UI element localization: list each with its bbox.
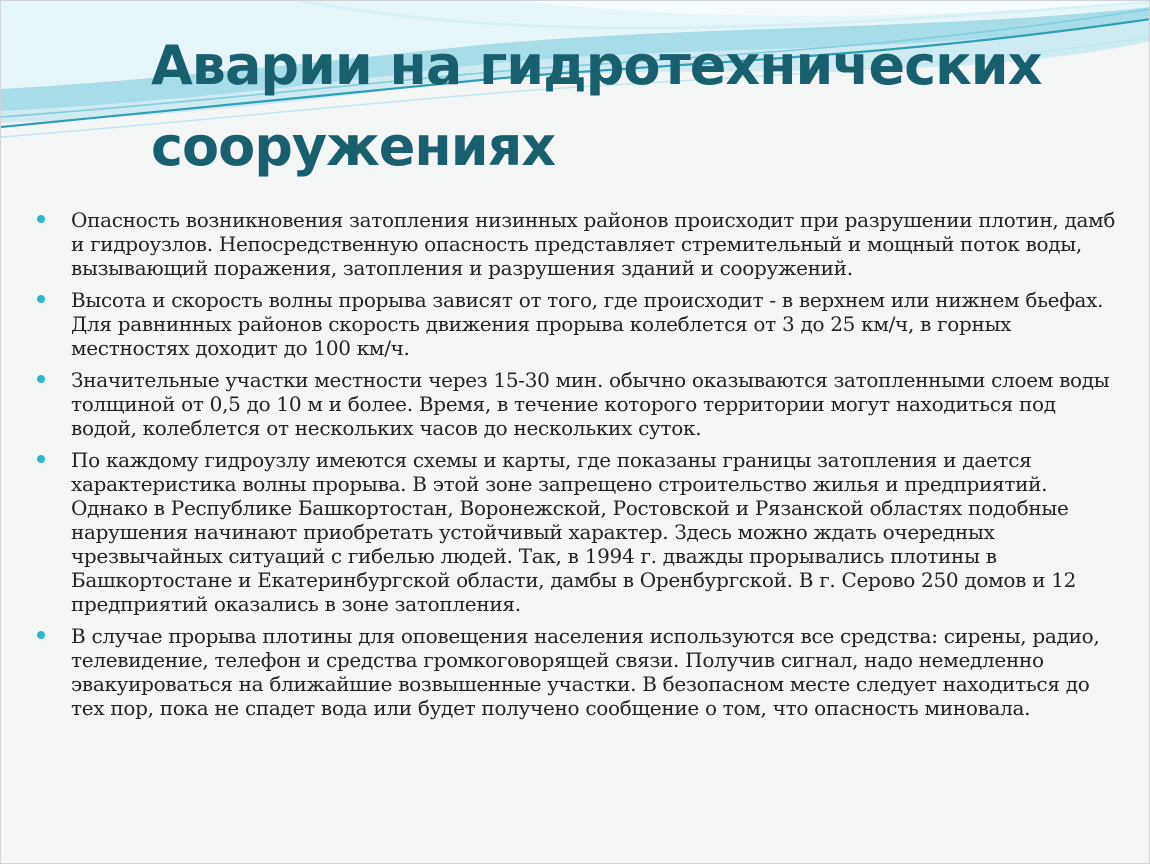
bullet-text: Опасность возникновения затопления низинных районов происходит при разрушении плотин, дамб и гидроузлов. Непосредственную опасность представляет стремительный и мощный поток воды, вызывающий поражения, затопления и разрушения зданий и сооружений. [71, 208, 1116, 280]
bullet-text: Высота и скорость волны прорыва зависят от того, где происходит - в верхнем или нижнем бьефах. Для равнинных районов скорость движения прорыва колеблется от 3 до 25 км/ч, в горных местностях доходит до 100 км/ч. [71, 288, 1104, 360]
bullet-item [35, 288, 1125, 360]
bullet-dot-icon [37, 215, 45, 223]
bullet-dot-icon [37, 375, 45, 383]
bullet-item [35, 448, 1125, 616]
bullet-text: В случае прорыва плотины для оповещения населения используются все средства: сирены, радио, телевидение, телефон и средства громкоговорящей связи. Получив сигнал, надо немедленно эвакуироваться на ближайшие возвышенные участки. В безопасном месте следует находиться до тех пор, пока не спадет вода или будет получено сообщение о том, что опасность миновала. [71, 624, 1100, 720]
bullet-item [35, 624, 1125, 720]
bullet-dot-icon [37, 455, 45, 463]
bullet-dot-icon [37, 295, 45, 303]
bullet-dot-icon [37, 631, 45, 639]
bullet-text: По каждому гидроузлу имеются схемы и карты, где показаны границы затопления и дается характеристика волны прорыва. В этой зоне запрещено строительство жилья и предприятий. Однако в Республике Башкортостан, Воронежской, Ростовской и Рязанской областях подобные нарушения начинают приобретать устойчивый характер. Здесь можно ждать очередных чрезвычайных ситуаций с гибелью людей. Так, в 1994 г. дважды прорывались плотины в Башкортостане и Екатеринбургской области, дамбы в Оренбургской. В г. Серово 250 домов и 12 предприятий оказались в зоне затопления. [71, 448, 1077, 616]
bullet-item [35, 368, 1125, 440]
bullet-list [35, 208, 1125, 728]
bullet-text: Значительные участки местности через 15-30 мин. обычно оказываются затопленными слоем воды толщиной от 0,5 до 10 м и более. Время, в течение которого территории могут находиться под водой, колеблется от нескольких часов до нескольких суток. [71, 368, 1110, 440]
bullet-item [35, 208, 1125, 280]
slide-title: Аварии на гидротехнических сооружениях [151, 34, 1042, 178]
